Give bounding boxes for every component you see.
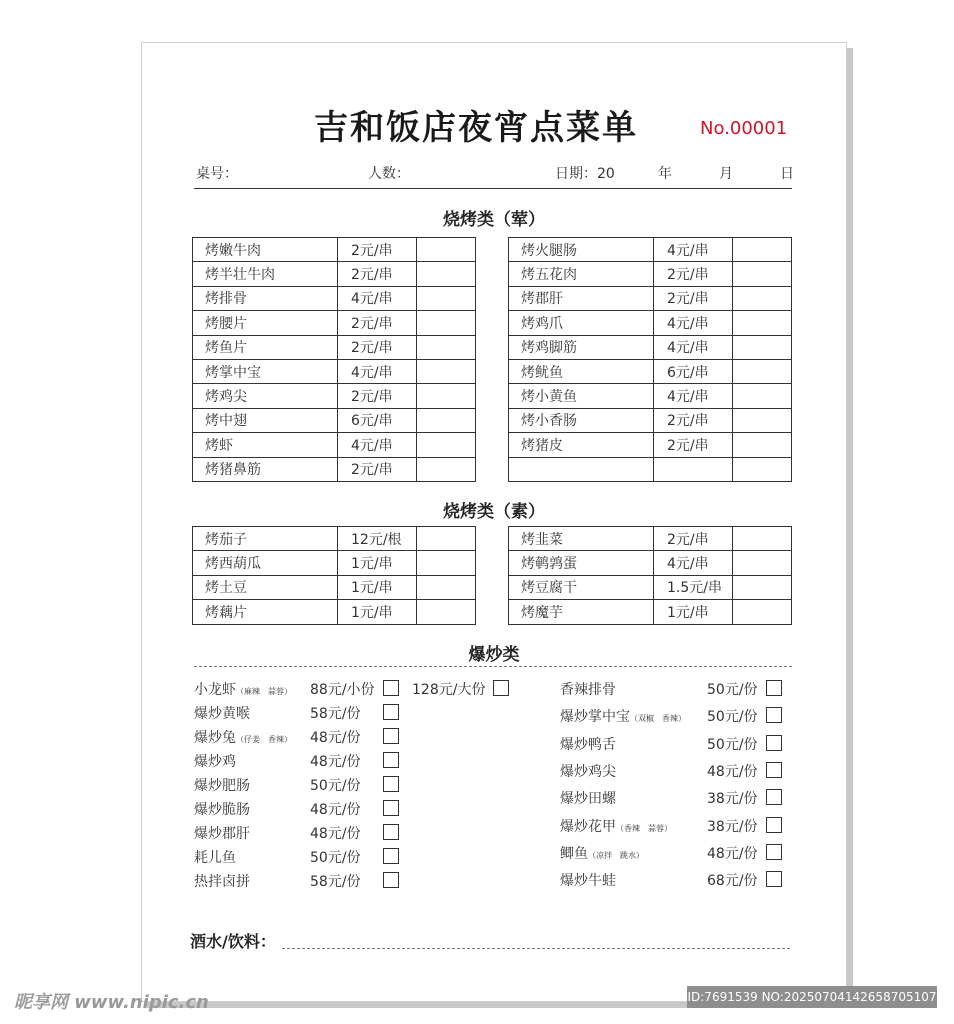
veg-left-row <box>193 551 476 575</box>
order-checkbox[interactable] <box>383 776 399 792</box>
stirfry-dish <box>560 870 616 890</box>
dish-name: 烤半壮牛肉 <box>193 262 338 286</box>
dish-name: 烤火腿肠 <box>509 238 654 262</box>
quantity-cell[interactable] <box>417 262 476 286</box>
quantity-cell[interactable] <box>417 359 476 383</box>
dish-price: 48元/份 <box>310 802 361 818</box>
order-checkbox[interactable] <box>383 800 399 816</box>
quantity-cell[interactable] <box>417 408 476 432</box>
people-count-label: 人数： <box>368 166 410 182</box>
dish-name: 香辣排骨 <box>560 682 616 698</box>
table-number-label: 桌号： <box>196 166 238 182</box>
dish-name: 烤鹌鹑蛋 <box>509 551 654 575</box>
quantity-cell[interactable] <box>733 551 792 575</box>
quantity-cell[interactable] <box>733 575 792 599</box>
meat-left-row <box>193 311 476 335</box>
stirfry-dish <box>194 847 236 867</box>
dish-price: 4元/串 <box>654 551 733 575</box>
dish-name: 爆炒鸡 <box>194 754 236 770</box>
meat-right-row <box>509 408 792 432</box>
dish-price: 2元/串 <box>654 286 733 310</box>
dish-name: 烤鸡脚筋 <box>509 335 654 359</box>
dish-name: 耗儿鱼 <box>194 850 236 866</box>
stirfry-dish <box>194 679 292 699</box>
dish-price: 48元/份 <box>707 845 758 862</box>
dish-price: 48元/份 <box>310 826 361 842</box>
order-checkbox-large[interactable] <box>493 680 509 696</box>
dish-name: 烤嫩牛肉 <box>193 238 338 262</box>
dish-price: 4元/串 <box>654 384 733 408</box>
dish-price: 4元/串 <box>338 433 417 457</box>
veg-right-row <box>509 600 792 624</box>
dish-name: 烤藕片 <box>193 600 338 624</box>
serial-number: No.00001 <box>700 118 788 139</box>
stirfry-dish <box>194 871 250 891</box>
stirfry-dish <box>560 843 644 863</box>
meat-right-row <box>509 433 792 457</box>
quantity-cell[interactable] <box>733 262 792 286</box>
drinks-label: 酒水/饮料： <box>190 932 276 951</box>
dish-name: 烤猪鼻筋 <box>193 457 338 481</box>
stirfry-dish <box>560 816 672 836</box>
quantity-cell[interactable] <box>417 575 476 599</box>
dish-name: 烤鱿鱼 <box>509 359 654 383</box>
dish-price: 1元/串 <box>654 600 733 624</box>
dish-price: 1元/串 <box>338 575 417 599</box>
stirfry-dish <box>560 734 616 754</box>
meat-left-row <box>193 262 476 286</box>
dish-price: 50元/份 <box>310 850 361 866</box>
quantity-cell[interactable] <box>417 286 476 310</box>
dish-price: 1.5元/串 <box>654 575 733 599</box>
quantity-cell[interactable] <box>733 433 792 457</box>
dish-price: 2元/串 <box>654 408 733 432</box>
order-checkbox[interactable] <box>766 817 782 833</box>
dish-name: 爆炒鸭舌 <box>560 736 616 753</box>
dish-price: 2元/串 <box>654 527 733 551</box>
dish-price: 50元/份 <box>707 736 758 753</box>
dish-price: 6元/串 <box>338 408 417 432</box>
dish-note: （香辣 蒜蓉） <box>616 823 672 833</box>
quantity-cell[interactable] <box>417 311 476 335</box>
dish-name: 烤掌中宝 <box>193 359 338 383</box>
meat-left-row <box>193 359 476 383</box>
dish-name: 烤鸡爪 <box>509 311 654 335</box>
order-checkbox[interactable] <box>383 848 399 864</box>
stirfry-dish <box>560 761 616 781</box>
dish-price: 58元/份 <box>310 874 361 890</box>
dish-name: 烤鱼片 <box>193 335 338 359</box>
meat-right-row <box>509 359 792 383</box>
meat-right-row <box>509 262 792 286</box>
dish-name: 烤腰片 <box>193 311 338 335</box>
dish-price: 4元/串 <box>338 359 417 383</box>
year-label: 年 <box>658 166 672 182</box>
quantity-cell[interactable] <box>733 527 792 551</box>
stirfry-dish <box>194 799 250 819</box>
veg-left-row <box>193 575 476 599</box>
dish-price: 50元/份 <box>707 709 758 726</box>
meat-menu-right <box>508 237 792 482</box>
dish-price: 4元/串 <box>654 311 733 335</box>
dish-price: 2元/串 <box>654 433 733 457</box>
quantity-cell[interactable] <box>733 359 792 383</box>
dish-name: 烤土豆 <box>193 575 338 599</box>
dish-price: 6元/串 <box>654 359 733 383</box>
quantity-cell[interactable] <box>417 335 476 359</box>
day-label: 日 <box>780 166 794 182</box>
dish-name: 烤五花肉 <box>509 262 654 286</box>
stirfry-dish <box>560 706 686 726</box>
dish-name: 爆炒花甲 <box>560 818 616 835</box>
dish-price: 68元/份 <box>707 873 758 890</box>
meat-right-row <box>509 311 792 335</box>
quantity-cell[interactable] <box>417 238 476 262</box>
month-label: 月 <box>719 166 733 182</box>
meat-left-row <box>193 384 476 408</box>
quantity-cell[interactable] <box>733 286 792 310</box>
meat-left-row <box>193 286 476 310</box>
dish-price: 48元/份 <box>310 730 361 746</box>
dish-price: 2元/串 <box>338 384 417 408</box>
dish-name: 烤小黄鱼 <box>509 384 654 408</box>
meat-right-row <box>509 286 792 310</box>
quantity-cell[interactable] <box>417 433 476 457</box>
dish-note: （麻辣 蒜蓉） <box>236 687 292 696</box>
order-checkbox[interactable] <box>383 824 399 840</box>
quantity-cell[interactable] <box>733 311 792 335</box>
quantity-cell[interactable] <box>733 457 792 481</box>
dish-price: 2元/串 <box>338 238 417 262</box>
dish-name: 鲫鱼 <box>560 845 588 862</box>
dish-price: 38元/份 <box>707 818 758 835</box>
quantity-cell[interactable] <box>733 238 792 262</box>
dish-name: 爆炒鸡尖 <box>560 763 616 780</box>
dish-note: （仔姜 香辣） <box>236 735 292 744</box>
meat-left-row <box>193 457 476 481</box>
dish-name: 烤郡肝 <box>509 286 654 310</box>
dish-price: 48元/份 <box>310 754 361 770</box>
dish-price: 2元/串 <box>654 262 733 286</box>
section-title-veg: 烧烤类（素） <box>443 502 545 522</box>
dish-price <box>654 457 733 481</box>
dish-price: 4元/串 <box>654 238 733 262</box>
stirfry-dish <box>194 751 236 771</box>
dish-note: （双椒 香辣） <box>630 714 686 724</box>
stirfry-dish <box>560 679 616 699</box>
order-checkbox[interactable] <box>766 844 782 860</box>
dish-price: 58元/份 <box>310 706 361 722</box>
order-checkbox[interactable] <box>383 704 399 720</box>
dish-name: 小龙虾 <box>194 682 236 698</box>
quantity-cell[interactable] <box>733 600 792 624</box>
meat-left-row <box>193 238 476 262</box>
dish-price: 4元/串 <box>338 286 417 310</box>
quantity-cell[interactable] <box>417 384 476 408</box>
dish-name: 爆炒田螺 <box>560 791 616 808</box>
veg-right-row <box>509 551 792 575</box>
dish-price: 2元/串 <box>338 335 417 359</box>
dish-price: 38元/份 <box>707 791 758 808</box>
date-label: 日期：20 <box>555 166 615 182</box>
veg-left-row <box>193 600 476 624</box>
quantity-cell[interactable] <box>417 527 476 551</box>
stirfry-dish <box>560 788 616 808</box>
section-title-meat: 烧烤类（荤） <box>443 210 545 230</box>
veg-menu-left <box>192 526 476 625</box>
dish-name: 爆炒牛蛙 <box>560 873 616 890</box>
dish-name: 热拌卤拼 <box>194 874 250 890</box>
dish-price: 12元/根 <box>338 527 417 551</box>
dish-price: 4元/串 <box>654 335 733 359</box>
dish-name: 爆炒兔 <box>194 730 236 746</box>
dish-name: 爆炒掌中宝 <box>560 709 630 726</box>
meat-left-row <box>193 335 476 359</box>
quantity-cell[interactable] <box>733 384 792 408</box>
order-checkbox[interactable] <box>766 762 782 778</box>
veg-right-row <box>509 527 792 551</box>
order-checkbox[interactable] <box>383 872 399 888</box>
dish-name: 烤茄子 <box>193 527 338 551</box>
dish-name: 烤魔芋 <box>509 600 654 624</box>
section-title-stirfry: 爆炒类 <box>468 645 520 665</box>
quantity-cell[interactable] <box>417 600 476 624</box>
stirfry-dish <box>194 703 250 723</box>
dish-name: 烤虾 <box>193 433 338 457</box>
watermark-left: 昵享网 www.nipic.cn <box>14 992 209 1013</box>
dish-name: 烤西葫瓜 <box>193 551 338 575</box>
order-checkbox[interactable] <box>766 789 782 805</box>
dish-name: 烤豆腐干 <box>509 575 654 599</box>
order-checkbox[interactable] <box>766 680 782 696</box>
dish-name: 烤猪皮 <box>509 433 654 457</box>
dish-price: 50元/份 <box>707 682 758 698</box>
dish-price: 1元/串 <box>338 600 417 624</box>
dish-name: 爆炒黄喉 <box>194 706 250 722</box>
order-checkbox[interactable] <box>766 735 782 751</box>
quantity-cell[interactable] <box>417 457 476 481</box>
dish-price: 2元/串 <box>338 457 417 481</box>
order-checkbox[interactable] <box>383 680 399 696</box>
dish-price: 2元/串 <box>338 262 417 286</box>
stirfry-dish <box>194 727 292 747</box>
dish-price: 2元/串 <box>338 311 417 335</box>
order-checkbox[interactable] <box>383 752 399 768</box>
header-divider <box>194 188 792 189</box>
stirfry-dish <box>194 775 250 795</box>
veg-left-row <box>193 527 476 551</box>
order-checkbox[interactable] <box>383 728 399 744</box>
dish-name: 爆炒脆肠 <box>194 802 250 818</box>
stirfry-dish <box>194 823 250 843</box>
dish-note: （凉拌 跳水） <box>588 850 644 860</box>
dish-name: 烤排骨 <box>193 286 338 310</box>
order-sheet <box>141 42 847 1002</box>
order-checkbox[interactable] <box>766 707 782 723</box>
dish-name: 烤韭菜 <box>509 527 654 551</box>
dish-name: 爆炒郡肝 <box>194 826 250 842</box>
dish-name: 烤鸡尖 <box>193 384 338 408</box>
meat-right-row <box>509 238 792 262</box>
dish-name: 烤中翅 <box>193 408 338 432</box>
veg-right-row <box>509 575 792 599</box>
quantity-cell[interactable] <box>733 408 792 432</box>
quantity-cell[interactable] <box>733 335 792 359</box>
watermark-right: ID:7691539 NO:20250704142658705107 <box>687 986 937 1008</box>
dish-name <box>509 457 654 481</box>
meat-menu-left <box>192 237 476 482</box>
dish-name: 烤小香肠 <box>509 408 654 432</box>
dish-price: 88元/小份 <box>310 682 375 698</box>
veg-menu-right <box>508 526 792 625</box>
meat-right-row <box>509 384 792 408</box>
dish-price: 50元/份 <box>310 778 361 794</box>
order-checkbox[interactable] <box>766 871 782 887</box>
dish-name: 爆炒肥肠 <box>194 778 250 794</box>
drinks-write-line <box>282 948 790 949</box>
meat-right-row <box>509 457 792 481</box>
meat-left-row <box>193 433 476 457</box>
meat-right-row <box>509 335 792 359</box>
dish-price: 1元/串 <box>338 551 417 575</box>
page-title: 吉和饭店夜宵点菜单 <box>314 108 638 148</box>
stirfry-divider <box>194 666 792 667</box>
quantity-cell[interactable] <box>417 551 476 575</box>
dish-price-large: 128元/大份 <box>412 682 486 698</box>
dish-price: 48元/份 <box>707 763 758 780</box>
meat-left-row <box>193 408 476 432</box>
